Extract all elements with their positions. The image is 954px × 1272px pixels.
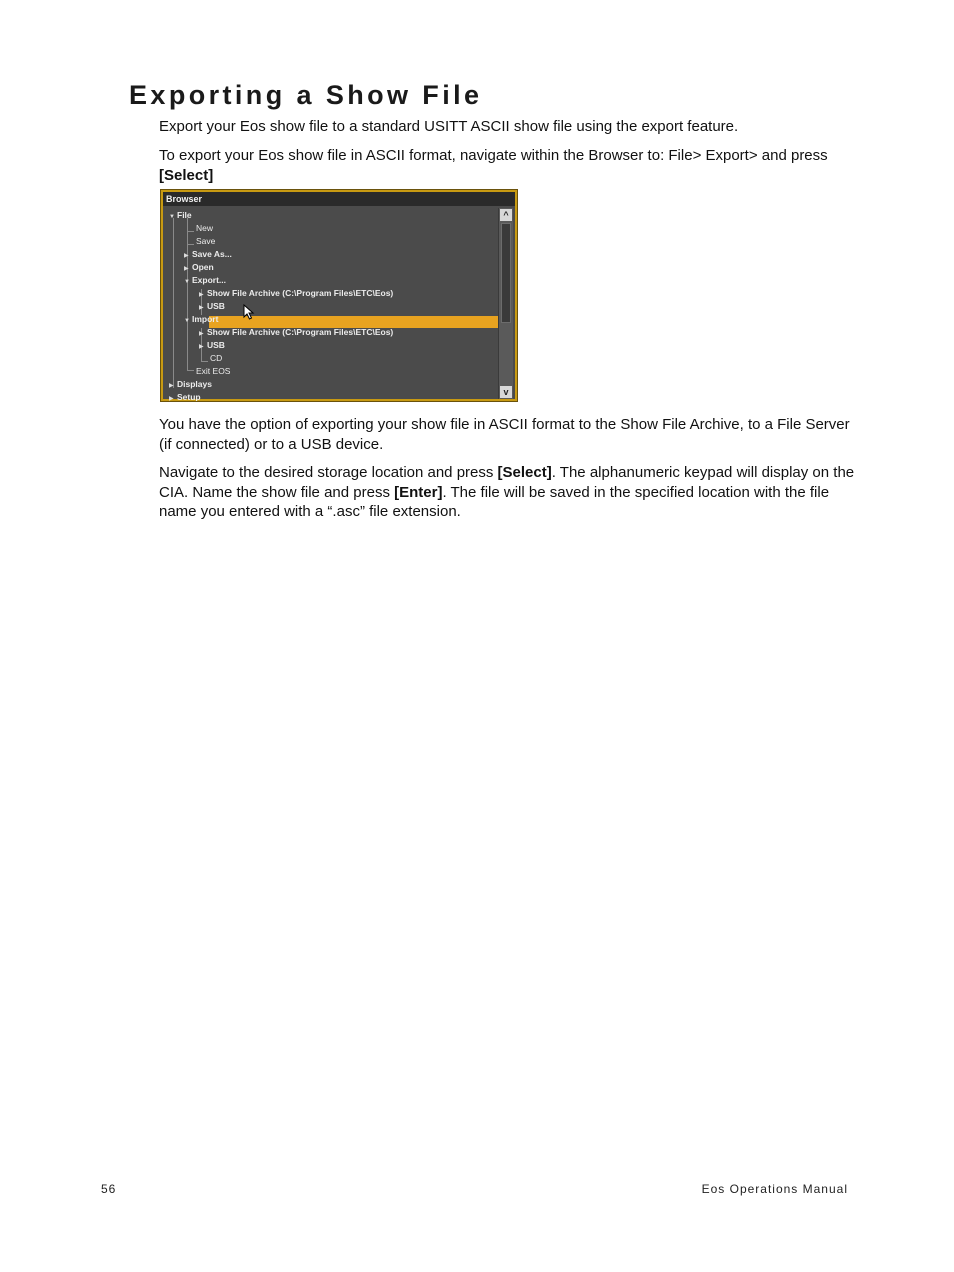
select-key: [Select]	[159, 166, 214, 184]
scroll-down-button[interactable]: v	[500, 386, 512, 398]
enter-key: [Enter]	[394, 483, 443, 501]
triangle-right-icon[interactable]: ▶	[199, 292, 204, 298]
triangle-right-icon[interactable]: ▶	[169, 383, 174, 389]
instruction-text: To export your Eos show file in ASCII format, navigate within the Browser to: File> Export> and press	[159, 147, 828, 164]
navigate-paragraph: Navigate to the desired storage location and press [Select]. The alphanumeric keypad will display on the CIA. Name the show file and press [Enter]. The file will be saved in the specified location with the file name you entered with a “.asc” file extension.	[159, 464, 855, 520]
triangle-right-icon[interactable]: ▶	[199, 331, 204, 337]
tree-item-new[interactable]: New	[196, 223, 214, 233]
triangle-down-icon[interactable]: ▼	[169, 214, 175, 220]
manual-title: Eos Operations Manual	[701, 1182, 848, 1196]
tree-item-displays[interactable]: ▶ Displays	[169, 378, 212, 391]
browser-scrollbar[interactable]	[498, 208, 513, 399]
browser-title: Browser	[163, 192, 515, 206]
section-heading: Exporting a Show File	[129, 80, 483, 110]
tree-item-import-usb[interactable]: ▶ USB	[199, 339, 225, 352]
browser-tree	[163, 208, 501, 401]
browser-screenshot	[161, 190, 517, 401]
tree-item-export-usb[interactable]: ▶ USB	[199, 300, 225, 313]
tree-item-setup[interactable]: ▶ Setup	[169, 391, 201, 401]
scroll-up-button[interactable]: ^	[500, 209, 512, 221]
tree-item-export-show-file-archive[interactable]: ▶ Show File Archive (C:\Program Files\ETC\Eos)	[199, 287, 393, 300]
mouse-cursor-icon	[243, 304, 255, 320]
tree-item-save-as[interactable]: ▶ Save As...	[184, 248, 232, 261]
triangle-right-icon[interactable]: ▶	[199, 344, 204, 350]
triangle-down-icon[interactable]: ▼	[184, 318, 190, 324]
tree-item-open[interactable]: ▶ Open	[184, 261, 214, 274]
scroll-thumb[interactable]	[501, 223, 511, 323]
tree-item-import-show-file-archive[interactable]: ▶ Show File Archive (C:\Program Files\ETC\Eos)	[199, 326, 393, 339]
tree-item-save[interactable]: Save	[196, 236, 216, 246]
triangle-right-icon[interactable]: ▶	[169, 396, 174, 401]
select-key: [Select]	[497, 464, 552, 481]
triangle-right-icon[interactable]: ▶	[184, 253, 189, 259]
triangle-right-icon[interactable]: ▶	[199, 305, 204, 311]
triangle-right-icon[interactable]: ▶	[184, 266, 189, 272]
page-number: 56	[101, 1182, 117, 1196]
tree-item-import-cd[interactable]: CD	[210, 353, 223, 363]
tree-item-file[interactable]: ▼ File	[169, 209, 192, 222]
options-paragraph: You have the option of exporting your show file in ASCII format to the Show File Archive, to a File Server (if connected) or to a USB device.	[159, 416, 850, 453]
tree-item-exit-eos[interactable]: Exit EOS	[196, 366, 231, 376]
tree-item-import[interactable]: ▼ Import	[184, 313, 218, 326]
tree-item-export[interactable]: ▼ Export...	[184, 274, 226, 287]
triangle-down-icon[interactable]: ▼	[184, 279, 190, 285]
instruction-paragraph	[159, 146, 859, 185]
intro-paragraph: Export your Eos show file to a standard USITT ASCII show file using the export feature.	[159, 118, 739, 135]
